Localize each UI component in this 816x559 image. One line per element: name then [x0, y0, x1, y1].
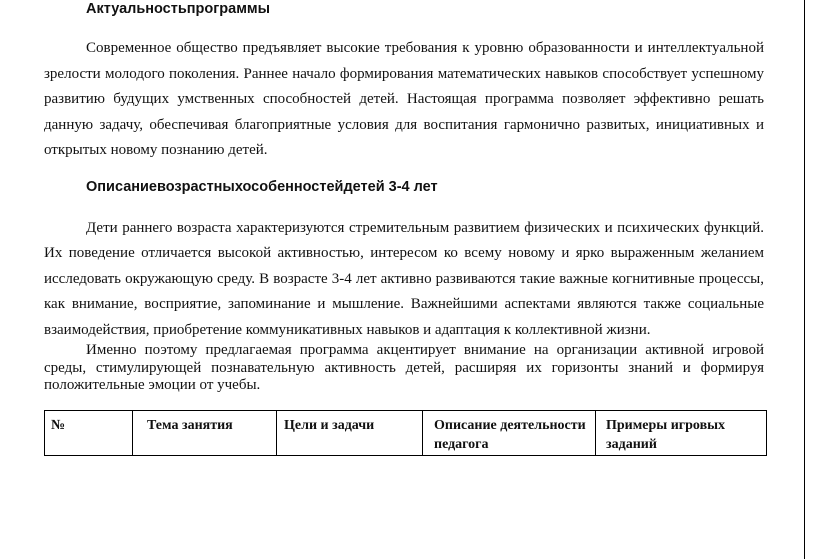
paragraph-age-features: Дети раннего возраста характеризуются стремительным развитием физических и психических функций. Их поведение отличается высокой активностью, интересом ко всему новому и ярко выраженным желанием исследовать окружающую среду. В возрасте 3-4 лет активно развиваются такие важные когнитивные процессы, как внимание, восприятие, запоминание и мышление. Важнейшими аспектами являются также социальные взаимодействия, приобретение коммуникативных навыков и адаптация к коллективной жизни. [44, 220, 764, 338]
header-game-examples: Примеры игровых заданий [596, 411, 767, 456]
paragraph-relevance: Современное общество предъявляет высокие требования к уровню образованности и интеллектуальной зрелости молодого поколения. Раннее начало формирования математических навыков способствует успешному развитию будущих умственных способностей детей. Настоящая программа позволяет эффективно решать данную задачу, обеспечивая благоприятные условия для воспитания гармонично развитых, инициативных и открытых новому познанию детей. [44, 40, 764, 159]
page-edge-line [804, 0, 805, 559]
header-topic: Тема занятия [133, 411, 277, 456]
header-number: № [45, 411, 133, 456]
table-header-row [45, 411, 767, 456]
header-goals: Цели и задачи [277, 411, 423, 456]
paragraph-program-focus: Именно поэтому предлагаемая программа акцентирует внимание на организации активной игровой среды, стимулирующей познавательную активность детей, расширяя их горизонты знаний и формируя положительные эмоции от учебы. [44, 342, 764, 393]
header-teacher-activity: Описание деятельности педагога [423, 411, 596, 456]
section-title-age-features: Описаниевозрастныхособенностейдетей 3-4 лет [86, 179, 438, 195]
section-title-relevance: Актуальностьпрограммы [86, 1, 271, 17]
lesson-plan-table [44, 410, 767, 456]
